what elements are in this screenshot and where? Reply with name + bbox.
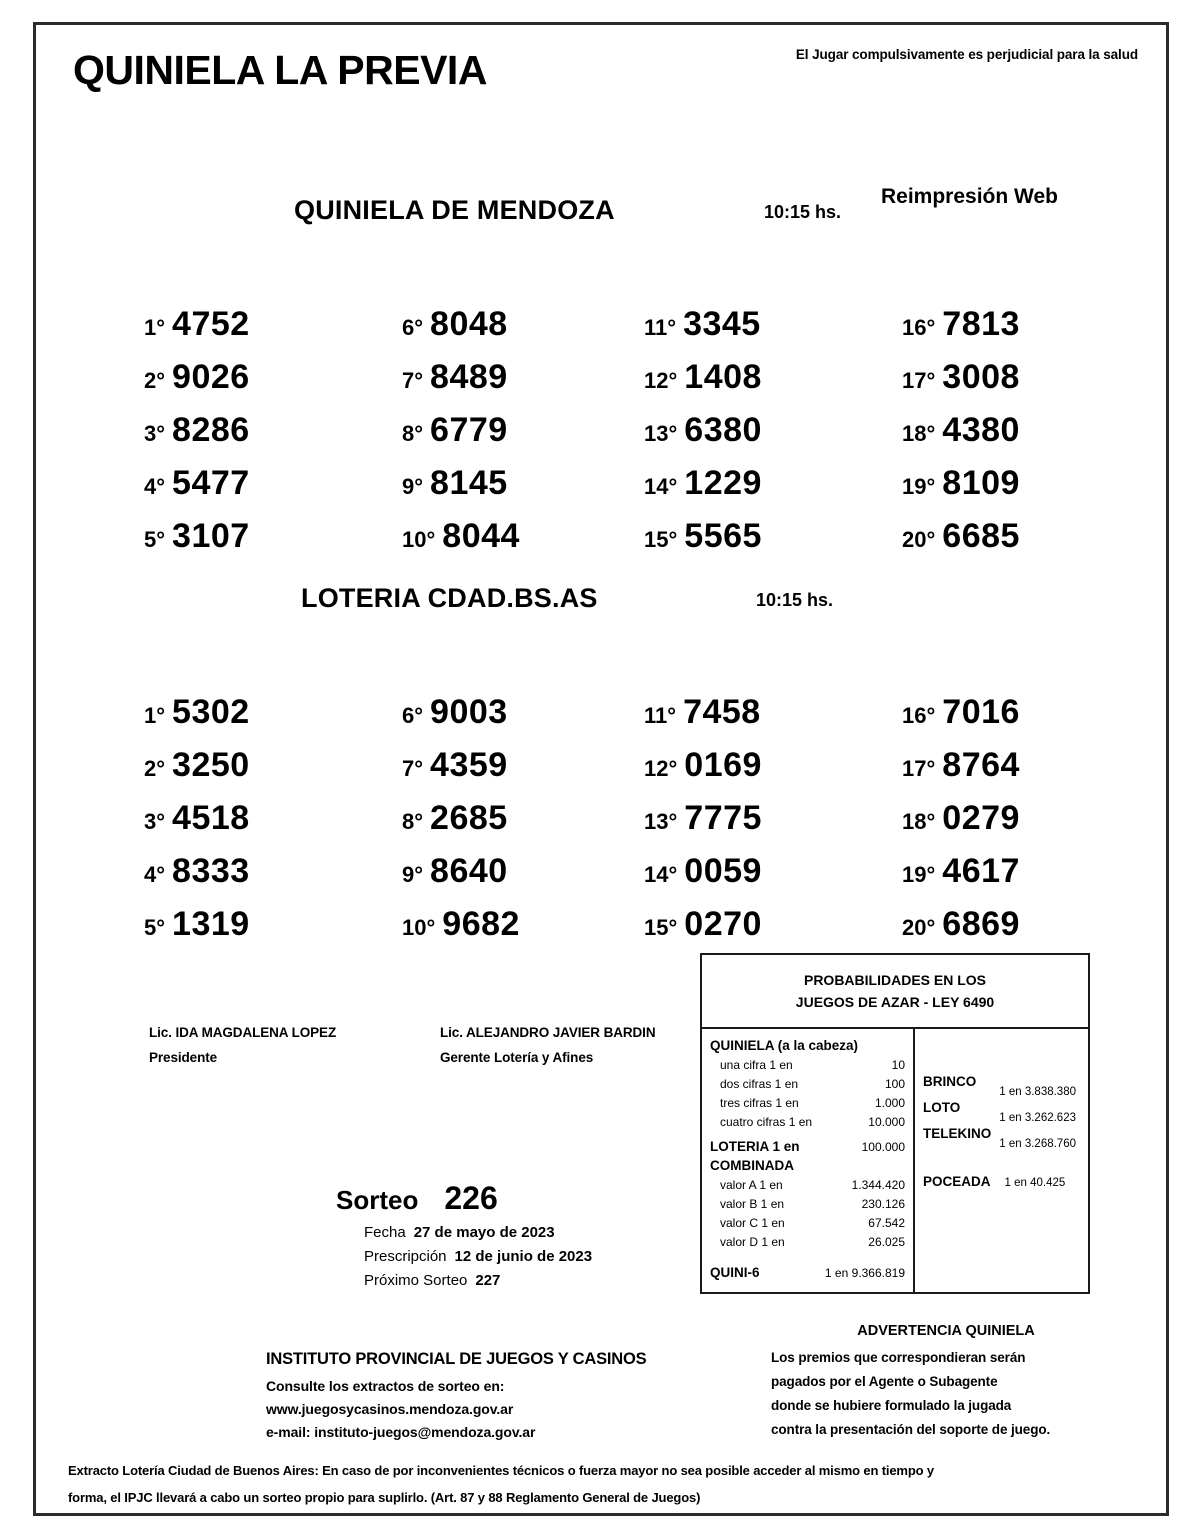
- result-position: 9°: [402, 862, 424, 887]
- probabilities-right-column: [915, 1029, 1088, 1292]
- result-number: 9682: [442, 905, 520, 943]
- result-number: 5477: [172, 464, 250, 502]
- bottom-note-lines: [68, 1457, 1138, 1511]
- result-position: 10°: [402, 527, 436, 552]
- result-number: 2685: [430, 799, 508, 837]
- result-number: 7458: [683, 693, 761, 731]
- result-number: 6869: [942, 905, 1020, 943]
- probabilities-left-column: [702, 1029, 915, 1292]
- sorteo-number: 226: [444, 1180, 498, 1216]
- probability-row: [710, 1075, 907, 1094]
- result-entry: [644, 905, 762, 944]
- combinada-heading: COMBINADA: [710, 1158, 794, 1173]
- bottom-note-line: forma, el IPJC llevará a cabo un sorteo propio para suplirlo. (Art. 87 y 88 Reglamento General de Juegos): [68, 1490, 701, 1505]
- result-entry: [644, 746, 762, 785]
- result-entry: [644, 305, 761, 344]
- result-number: 8640: [430, 852, 508, 890]
- result-number: 8764: [942, 746, 1020, 784]
- advertencia-line: donde se hubiere formulado la jugada: [771, 1398, 1012, 1413]
- result-number: 7775: [684, 799, 762, 837]
- result-number: 8145: [430, 464, 508, 502]
- fecha-label: Fecha: [364, 1224, 406, 1241]
- result-position: 8°: [402, 809, 424, 834]
- result-number: 8048: [430, 305, 508, 343]
- result-entry: [144, 305, 250, 344]
- result-position: 19°: [902, 474, 936, 499]
- result-entry: [402, 517, 520, 556]
- result-position: 1°: [144, 315, 166, 340]
- signature-block: [149, 1020, 336, 1070]
- game-odds: 1 en 3.838.380: [999, 1086, 1076, 1098]
- signature-role: Gerente Lotería y Afines: [440, 1050, 594, 1065]
- result-position: 13°: [644, 421, 678, 446]
- spacer: [923, 1038, 1080, 1074]
- probability-value: 1.000: [874, 1096, 905, 1110]
- sorteo-prescripcion-row: [364, 1248, 592, 1265]
- result-entry: [644, 852, 762, 891]
- result-entry: [902, 905, 1020, 944]
- result-position: 4°: [144, 474, 166, 499]
- result-entry: [402, 852, 508, 891]
- result-number: 3008: [942, 358, 1020, 396]
- result-position: 20°: [902, 915, 936, 940]
- result-number: 0169: [684, 746, 762, 784]
- result-entry: [402, 411, 508, 450]
- result-number: 7813: [942, 305, 1020, 343]
- institution-block: [266, 1350, 646, 1444]
- loteria-value: 100.000: [861, 1140, 905, 1154]
- result-entry: [644, 411, 762, 450]
- result-position: 5°: [144, 915, 166, 940]
- website-link[interactable]: www.juegosycasinos.mendoza.gov.ar: [266, 1401, 514, 1417]
- probability-row: [710, 1113, 907, 1132]
- quiniela-heading: QUINIELA (a la cabeza): [710, 1038, 859, 1053]
- probability-label: valor C 1 en: [720, 1216, 785, 1230]
- result-number: 4518: [172, 799, 250, 837]
- result-number: 6779: [430, 411, 508, 449]
- advertencia-lines: [771, 1346, 1121, 1442]
- result-entry: [144, 746, 250, 785]
- reimpresion-web-label: Reimpresión Web: [881, 185, 1058, 208]
- result-position: 6°: [402, 703, 424, 728]
- result-entry: [402, 746, 508, 785]
- signature-name: Lic. ALEJANDRO JAVIER BARDIN: [440, 1025, 656, 1040]
- probability-label: tres cifras 1 en: [720, 1096, 799, 1110]
- probability-row: [710, 1214, 907, 1233]
- bottom-legal-note: [68, 1457, 1138, 1511]
- result-entry: [402, 905, 520, 944]
- institution-name: INSTITUTO PROVINCIAL DE JUEGOS Y CASINOS: [266, 1350, 647, 1368]
- draw-time: 10:15 hs.: [756, 590, 834, 610]
- result-position: 9°: [402, 474, 424, 499]
- quini6-row: [710, 1262, 907, 1284]
- proximo-sorteo-value: 227: [475, 1272, 501, 1289]
- probability-row: [710, 1094, 907, 1113]
- result-position: 14°: [644, 474, 678, 499]
- result-position: 7°: [402, 756, 424, 781]
- result-entry: [644, 464, 762, 503]
- probability-value: 230.126: [861, 1197, 905, 1211]
- probability-row: [710, 1233, 907, 1252]
- result-number: 1408: [684, 358, 762, 396]
- result-position: 15°: [644, 527, 678, 552]
- probabilities-title-line1: PROBABILIDADES EN LOS: [803, 972, 986, 988]
- game-probability-item: [923, 1126, 1080, 1150]
- advertencia-line: Los premios que correspondieran serán: [771, 1350, 1026, 1365]
- result-entry: [902, 746, 1020, 785]
- sorteo-number-row: [336, 1180, 592, 1217]
- result-entry: [644, 358, 762, 397]
- result-entry: [644, 799, 762, 838]
- result-entry: [902, 358, 1020, 397]
- result-entry: [402, 358, 508, 397]
- probability-row: [710, 1195, 907, 1214]
- result-entry: [144, 799, 250, 838]
- sorteo-label: Sorteo: [336, 1185, 419, 1215]
- result-position: 6°: [402, 315, 424, 340]
- result-number: 5302: [172, 693, 250, 731]
- result-entry: [902, 305, 1020, 344]
- result-position: 16°: [902, 703, 936, 728]
- fecha-value: 27 de mayo de 2023: [413, 1224, 555, 1241]
- game-probability-item: [923, 1074, 1080, 1098]
- result-number: 8109: [942, 464, 1020, 502]
- sorteo-fecha-row: [364, 1224, 592, 1241]
- result-number: 9026: [172, 358, 250, 396]
- result-position: 12°: [644, 756, 678, 781]
- loteria-label: LOTERIA 1 en: [710, 1139, 800, 1154]
- probability-label: valor B 1 en: [720, 1197, 785, 1211]
- result-number: 0279: [942, 799, 1020, 837]
- spacer: [923, 1152, 1080, 1174]
- probability-value: 10: [891, 1058, 905, 1072]
- result-position: 15°: [644, 915, 678, 940]
- probabilities-body: [702, 1029, 1088, 1292]
- result-entry: [902, 693, 1020, 732]
- signature-block: [440, 1020, 655, 1070]
- result-number: 6380: [684, 411, 762, 449]
- game-name: BRINCO: [923, 1074, 977, 1089]
- result-number: 3250: [172, 746, 250, 784]
- result-position: 13°: [644, 809, 678, 834]
- result-entry: [902, 852, 1020, 891]
- result-position: 12°: [644, 368, 678, 393]
- probability-row: [710, 1176, 907, 1195]
- prescripcion-label: Prescripción: [364, 1248, 447, 1265]
- probability-row: [710, 1056, 907, 1075]
- signature-name: Lic. IDA MAGDALENA LOPEZ: [149, 1025, 337, 1040]
- draw-title: QUINIELA DE MENDOZA: [294, 195, 615, 225]
- draw-title: LOTERIA CDAD.BS.AS: [301, 583, 598, 613]
- result-position: 3°: [144, 809, 166, 834]
- sorteo-proximo-row: [364, 1272, 592, 1289]
- probabilities-box: [700, 953, 1090, 1294]
- bottom-note-line: Extracto Lotería Ciudad de Buenos Aires: En caso de por inconvenientes técnicos o fuerza mayor no sea posible acceder al mismo en tiempo y: [68, 1463, 934, 1478]
- result-number: 4380: [942, 411, 1020, 449]
- result-number: 9003: [430, 693, 508, 731]
- result-entry: [402, 305, 508, 344]
- result-position: 1°: [144, 703, 166, 728]
- result-entry: [902, 517, 1020, 556]
- result-position: 2°: [144, 368, 166, 393]
- result-position: 11°: [644, 315, 677, 340]
- probability-value: 26.025: [868, 1235, 905, 1249]
- result-position: 10°: [402, 915, 436, 940]
- result-position: 7°: [402, 368, 424, 393]
- result-entry: [144, 517, 250, 556]
- result-position: 17°: [902, 368, 936, 393]
- advertencia-block: [771, 1323, 1121, 1442]
- result-entry: [902, 799, 1020, 838]
- result-number: 3345: [683, 305, 761, 343]
- other-games-list: [923, 1074, 1080, 1150]
- result-position: 18°: [902, 809, 936, 834]
- result-position: 3°: [144, 421, 166, 446]
- result-entry: [644, 517, 762, 556]
- result-entry: [902, 411, 1020, 450]
- signature-role: Presidente: [149, 1050, 218, 1065]
- result-number: 8286: [172, 411, 250, 449]
- result-entry: [402, 799, 508, 838]
- probability-label: cuatro cifras 1 en: [720, 1115, 813, 1129]
- proximo-sorteo-label: Próximo Sorteo: [364, 1272, 468, 1289]
- probabilities-title: [702, 955, 1088, 1029]
- result-number: 0059: [684, 852, 762, 890]
- poceada-value: 1 en 40.425: [1004, 1177, 1066, 1189]
- probabilities-title-line2: JUEGOS DE AZAR - LEY 6490: [795, 994, 995, 1010]
- prescripcion-value: 12 de junio de 2023: [454, 1248, 593, 1265]
- quiniela-rows: [710, 1056, 907, 1132]
- result-number: 0270: [684, 905, 762, 943]
- result-entry: [144, 852, 250, 891]
- result-entry: [902, 464, 1020, 503]
- poceada-row: [923, 1174, 1080, 1189]
- result-number: 4359: [430, 746, 508, 784]
- spacer: [710, 1252, 907, 1258]
- result-number: 3107: [172, 517, 250, 555]
- page-title: QUINIELA LA PREVIA: [73, 47, 487, 93]
- loteria-row: [710, 1136, 907, 1158]
- result-position: 16°: [902, 315, 936, 340]
- email-link[interactable]: e-mail: instituto-juegos@mendoza.gov.ar: [266, 1424, 536, 1440]
- result-entry: [644, 693, 761, 732]
- result-number: 8333: [172, 852, 250, 890]
- probability-value: 100: [884, 1077, 905, 1091]
- probability-value: 10.000: [868, 1115, 905, 1129]
- poceada-label: POCEADA: [923, 1174, 991, 1189]
- result-number: 8489: [430, 358, 508, 396]
- probability-value: 67.542: [868, 1216, 905, 1230]
- probability-label: valor A 1 en: [720, 1178, 783, 1192]
- result-entry: [144, 905, 250, 944]
- result-entry: [402, 464, 508, 503]
- result-position: 5°: [144, 527, 166, 552]
- probability-value: 1.344.420: [851, 1178, 905, 1192]
- draw-time: 10:15 hs.: [764, 202, 842, 222]
- result-position: 20°: [902, 527, 936, 552]
- gambling-warning-text: El Jugar compulsivamente es perjudicial para la salud: [795, 47, 1138, 62]
- probability-label: dos cifras 1 en: [720, 1077, 799, 1091]
- document-sheet: [33, 22, 1169, 1516]
- game-odds: 1 en 3.268.760: [999, 1138, 1076, 1150]
- result-number: 8044: [442, 517, 520, 555]
- result-position: 8°: [402, 421, 424, 446]
- probability-label: valor D 1 en: [720, 1235, 785, 1249]
- result-entry: [144, 358, 250, 397]
- advertencia-line: pagados por el Agente o Subagente: [771, 1374, 998, 1389]
- result-number: 4617: [942, 852, 1020, 890]
- result-number: 1319: [172, 905, 250, 943]
- result-entry: [402, 693, 508, 732]
- result-position: 18°: [902, 421, 936, 446]
- result-number: 6685: [942, 517, 1020, 555]
- quini6-value: 1 en 9.366.819: [824, 1266, 905, 1280]
- sorteo-info-block: [336, 1180, 592, 1296]
- result-entry: [144, 411, 250, 450]
- result-position: 4°: [144, 862, 166, 887]
- advertencia-line: contra la presentación del soporte de juego.: [771, 1422, 1051, 1437]
- consulta-text: Consulte los extractos de sorteo en:: [266, 1378, 505, 1394]
- quini6-label: QUINI-6: [710, 1265, 760, 1280]
- game-name: LOTO: [923, 1100, 961, 1115]
- result-number: 5565: [684, 517, 762, 555]
- result-position: 2°: [144, 756, 166, 781]
- game-name: TELEKINO: [923, 1126, 992, 1141]
- combinada-rows: [710, 1176, 907, 1252]
- advertencia-title: ADVERTENCIA QUINIELA: [857, 1323, 1035, 1339]
- game-odds: 1 en 3.262.623: [999, 1112, 1076, 1124]
- result-number: 4752: [172, 305, 250, 343]
- result-position: 19°: [902, 862, 936, 887]
- result-entry: [144, 464, 250, 503]
- result-position: 14°: [644, 862, 678, 887]
- result-position: 11°: [644, 703, 677, 728]
- game-probability-item: [923, 1100, 1080, 1124]
- result-number: 7016: [942, 693, 1020, 731]
- result-position: 17°: [902, 756, 936, 781]
- result-entry: [144, 693, 250, 732]
- result-number: 1229: [684, 464, 762, 502]
- probability-label: una cifra 1 en: [720, 1058, 793, 1072]
